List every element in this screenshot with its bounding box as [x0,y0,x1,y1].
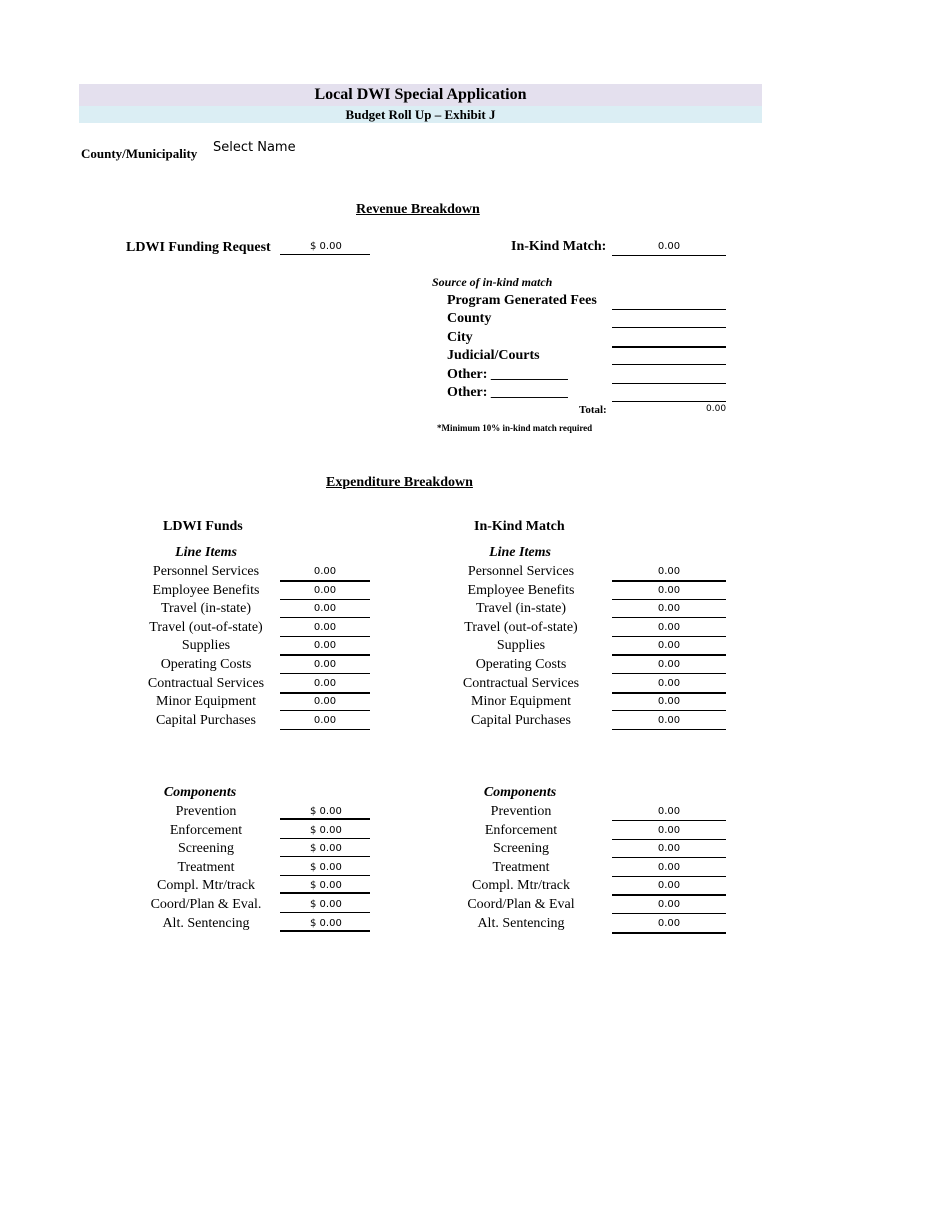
inkind-line-item-field[interactable]: 0.00 [612,692,726,711]
ldwi-component-label: Enforcement [169,822,243,838]
ldwi-line-item-label: Capital Purchases [156,712,256,728]
inkind-line-item-label: Employee Benefits [467,582,575,598]
inkind-line-item-label: Operating Costs [475,657,567,672]
inkind-component-label: Treatment [492,859,550,875]
form-title: Local DWI Special Application [79,84,762,106]
inkind-source-field[interactable] [612,309,726,328]
inkind-component-field[interactable]: 0.00 [612,914,726,934]
inkind-source-field[interactable] [612,346,726,365]
ldwi-line-item-field[interactable]: 0.00 [280,636,370,656]
inkind-component-field[interactable]: 0.00 [612,839,726,858]
inkind-component-label: Alt. Sentencing [477,915,565,931]
inkind-line-item-label: Minor Equipment [471,694,571,710]
inkind-source-field[interactable] [612,291,726,310]
inkind-line-item-field[interactable]: 0.00 [612,636,726,656]
inkind-line-item-field[interactable]: 0.00 [612,599,726,618]
inkind-line-item-field[interactable]: 0.00 [612,711,726,730]
inkind-component-field[interactable]: 0.00 [612,876,726,896]
ldwi-line-item-label: Operating Costs [160,657,252,672]
inkind-source-label: Other: ___________ [447,385,568,400]
inkind-source-field[interactable] [612,383,726,402]
inkind-source-label: Program Generated Fees [447,293,597,308]
inkind-component-label: Enforcement [484,822,558,838]
inkind-line-item-field[interactable]: 0.00 [612,655,726,674]
inkind-heading: In-Kind Match [474,519,565,534]
inkind-component-label: Coord/Plan & Eval [467,897,575,912]
form-subtitle: Budget Roll Up – Exhibit J [79,106,762,123]
ldwi-component-field[interactable]: $ 0.00 [280,895,370,913]
ldwi-line-item-label: Employee Benefits [152,582,260,598]
inkind-line-item-label: Capital Purchases [471,712,571,728]
inkind-line-item-label: Personnel Services [467,564,575,579]
ldwi-components-label: Components [163,785,237,800]
inkind-line-item-label: Travel (out-of-state) [464,619,578,635]
inkind-source-field[interactable] [612,365,726,384]
inkind-match-label: In-Kind Match: [511,239,607,254]
revenue-heading: Revenue Breakdown [356,202,480,217]
county-label: County/Municipality [81,146,198,161]
ldwi-component-label: Prevention [175,804,237,819]
ldwi-line-item-label: Travel (in-state) [160,601,252,617]
county-select[interactable]: Select Name [213,140,296,155]
inkind-source-label: Judicial/Courts [447,348,540,364]
inkind-line-item-field[interactable]: 0.00 [612,674,726,694]
minimum-match-note: *Minimum 10% in-kind match required [437,423,593,433]
ldwi-funding-label: LDWI Funding Request [126,240,271,255]
inkind-line-items-label: Line Items [489,545,551,560]
ldwi-component-label: Treatment [177,859,235,875]
inkind-line-item-label: Contractual Services [462,675,580,691]
inkind-source-label: City [447,329,473,345]
ldwi-line-item-field[interactable]: 0.00 [280,674,370,694]
inkind-component-label: Prevention [490,804,552,819]
ldwi-line-item-label: Contractual Services [147,675,265,691]
ldwi-component-field[interactable]: $ 0.00 [280,839,370,857]
inkind-source-label: County [447,311,492,327]
ldwi-funding-field[interactable]: $ 0.00 [280,237,370,255]
inkind-match-field[interactable]: 0.00 [612,237,726,256]
ldwi-line-item-field[interactable]: 0.00 [280,692,370,711]
inkind-line-item-label: Travel (in-state) [475,601,567,617]
inkind-line-item-label: Supplies [496,638,546,654]
ldwi-component-label: Coord/Plan & Eval. [150,897,262,912]
ldwi-line-item-field[interactable]: 0.00 [280,581,370,600]
expenditure-heading: Expenditure Breakdown [326,475,473,490]
inkind-line-item-field[interactable]: 0.00 [612,581,726,600]
ldwi-line-item-label: Personnel Services [152,564,260,579]
ldwi-component-label: Alt. Sentencing [162,915,250,931]
inkind-component-field[interactable]: 0.00 [612,858,726,877]
inkind-components-label: Components [483,785,557,800]
ldwi-line-item-label: Minor Equipment [156,694,256,710]
ldwi-component-label: Screening [178,841,234,857]
ldwi-line-item-field[interactable]: 0.00 [280,562,370,582]
ldwi-line-item-label: Supplies [181,638,231,654]
ldwi-line-item-field[interactable]: 0.00 [280,618,370,637]
ldwi-component-field[interactable]: $ 0.00 [280,876,370,894]
inkind-line-item-field[interactable]: 0.00 [612,618,726,637]
inkind-component-label: Screening [493,841,549,857]
inkind-source-field[interactable] [612,328,726,348]
inkind-component-label: Compl. Mtr/track [472,878,570,894]
total-value: 0.00 [706,404,727,414]
inkind-line-item-field[interactable]: 0.00 [612,562,726,582]
inkind-component-field[interactable]: 0.00 [612,802,726,821]
ldwi-component-field[interactable]: $ 0.00 [280,802,370,820]
ldwi-line-item-field[interactable]: 0.00 [280,655,370,674]
ldwi-component-field[interactable]: $ 0.00 [280,914,370,932]
ldwi-funds-heading: LDWI Funds [163,519,243,534]
ldwi-component-label: Compl. Mtr/track [157,878,255,894]
ldwi-line-item-field[interactable]: 0.00 [280,599,370,618]
ldwi-component-field[interactable]: $ 0.00 [280,821,370,839]
inkind-source-label: Other: ___________ [447,366,568,382]
total-label: Total: [579,404,607,416]
ldwi-line-item-label: Travel (out-of-state) [149,619,263,635]
inkind-component-field[interactable]: 0.00 [612,895,726,914]
inkind-component-field[interactable]: 0.00 [612,821,726,840]
inkind-source-heading: Source of in-kind match [432,275,553,289]
ldwi-line-item-field[interactable]: 0.00 [280,711,370,730]
ldwi-component-field[interactable]: $ 0.00 [280,858,370,876]
ldwi-line-items-label: Line Items [175,545,237,560]
